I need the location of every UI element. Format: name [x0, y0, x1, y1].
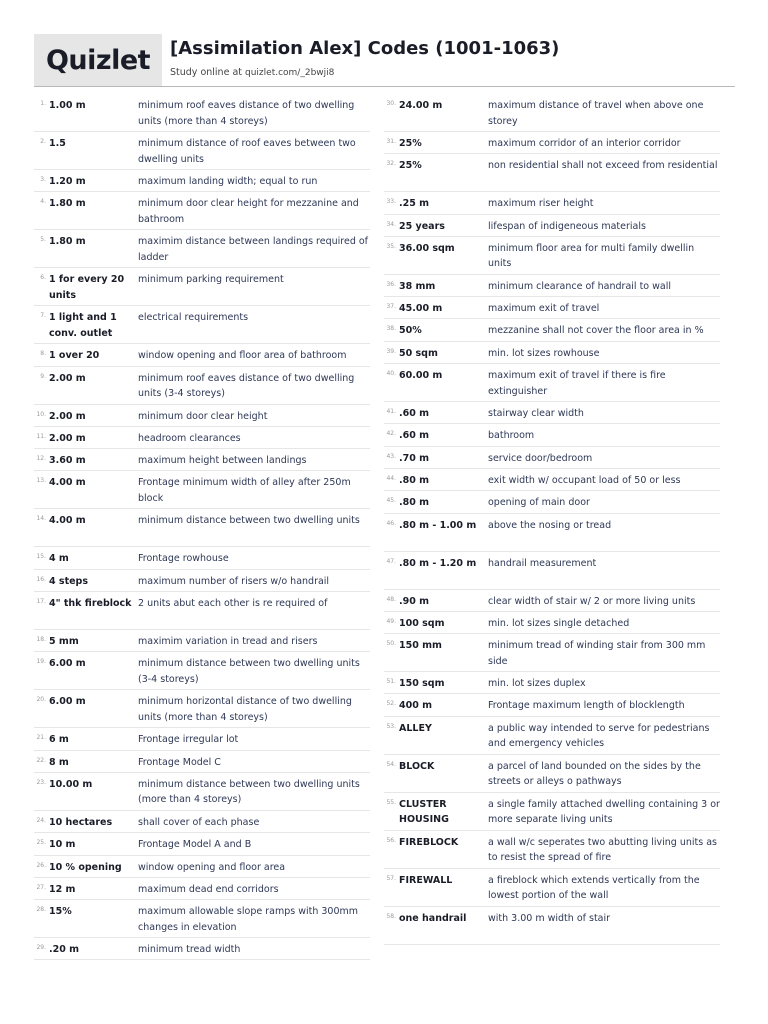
definition-text: mezzanine shall not cover the floor area in % [488, 325, 704, 337]
term-number: 51. [386, 678, 396, 686]
term-text: 150 sqm [399, 678, 445, 690]
term-text: 15% [49, 906, 72, 918]
definition-text: maximim distance between landings required of ladder [138, 236, 369, 263]
definition-text: minimum distance between two dwelling units [138, 515, 360, 527]
definition-text: a parcel of land bounded on the sides by the streets or alleys o pathways [488, 760, 701, 788]
term-number: 24. [36, 816, 46, 824]
definition-text: minimum tread width [138, 944, 241, 956]
term-text: 4" thk fireblock [49, 598, 132, 610]
definition-text: above the nosing or tread [488, 519, 612, 531]
term-number: 25. [36, 839, 46, 847]
definition-text: handrail measurement [488, 557, 597, 569]
header-divider [34, 86, 735, 87]
term-number: 27. [36, 883, 46, 891]
term-text: 36.00 sqm [399, 242, 455, 254]
term-number: 31. [386, 138, 396, 145]
definition-text: opening of main door [488, 497, 590, 509]
definition-text: electrical requirements [138, 312, 249, 324]
definition-text: maximum corridor of an interior corridor [488, 138, 681, 149]
term-number: 4. [40, 198, 46, 206]
term-number: 57. [386, 874, 396, 882]
term-row [384, 907, 720, 945]
term-number: 40. [386, 370, 396, 378]
term-text: .70 m [399, 452, 430, 464]
term-text: 4.00 m [49, 477, 86, 489]
page-header [34, 34, 734, 86]
term-number: 38. [386, 325, 396, 333]
term-number: 32. [386, 160, 396, 168]
term-number: 16. [36, 575, 46, 583]
definition-text: clear width of stair w/ 2 or more living units [488, 595, 696, 607]
term-text: 10 hectares [49, 816, 113, 828]
term-row [34, 728, 370, 750]
term-number: 49. [386, 617, 396, 625]
term-row [34, 811, 370, 833]
right-column [384, 94, 720, 945]
term-number: 20. [36, 696, 46, 704]
term-number: 44. [386, 474, 396, 482]
definition-text: with 3.00 m width of stair [488, 912, 611, 924]
term-row [34, 592, 370, 630]
definition-text: minimum distance between two dwelling units (3-4 storeys) [138, 658, 360, 685]
term-row [34, 427, 370, 449]
definition-text: a fireblock which extends vertically from the lowest portion of the wall [488, 874, 700, 902]
definition-text: a single family attached dwelling containing 3 or more separate living units [488, 798, 720, 826]
term-row [384, 297, 720, 319]
definition-text: min. lot sizes duplex [488, 678, 586, 690]
term-row [34, 132, 370, 170]
term-number: 17. [36, 598, 46, 606]
term-row [34, 878, 370, 900]
term-number: 42. [386, 430, 396, 438]
definition-text: a wall w/c seperates two abutting living units as to resist the spread of fire [488, 836, 717, 864]
definition-text: shall cover of each phase [138, 816, 260, 828]
definition-text: Frontage Model C [138, 756, 221, 768]
term-number: 7. [40, 312, 46, 320]
left-column [34, 94, 370, 960]
term-number: 10. [36, 410, 46, 418]
term-row [384, 402, 720, 424]
term-row [34, 630, 370, 652]
term-text: 25% [399, 138, 422, 149]
term-number: 53. [386, 722, 396, 730]
term-text: 4 steps [49, 575, 89, 587]
definition-text: maximum dead end corridors [138, 883, 279, 895]
term-text: 6.00 m [49, 696, 86, 708]
term-row [34, 471, 370, 509]
term-row [34, 509, 370, 547]
definition-text: minimum parking requirement [138, 274, 284, 286]
term-row [34, 773, 370, 811]
term-row [34, 833, 370, 855]
term-row [384, 869, 720, 907]
term-text: 150 mm [399, 640, 442, 652]
term-row [384, 514, 720, 552]
term-number: 48. [386, 595, 396, 603]
term-text: 1 light and 1 conv. outlet [49, 312, 117, 339]
definition-text: a public way intended to serve for pedestrians and emergency vehicles [488, 722, 710, 750]
definition-text: minimum distance between two dwelling units (more than 4 storeys) [138, 778, 360, 806]
definition-text: stairway clear width [488, 408, 584, 420]
term-row [384, 694, 720, 716]
term-text: 24.00 m [399, 100, 443, 111]
definition-text: lifespan of indigeneous materials [488, 220, 646, 232]
term-row [384, 793, 720, 831]
term-number: 8. [40, 350, 46, 358]
term-row [384, 447, 720, 469]
term-number: 39. [386, 347, 396, 355]
definition-text: minimum horizontal distance of two dwelling units (more than 4 storeys) [138, 696, 352, 723]
term-number: 5. [40, 236, 46, 244]
definition-text: Frontage minimum width of alley after 250m block [138, 477, 351, 504]
term-row [384, 154, 720, 192]
term-row [384, 94, 720, 132]
term-number: 55. [386, 798, 396, 806]
term-number: 35. [386, 242, 396, 250]
term-text: .80 m [399, 497, 430, 509]
definition-text: maximim variation in tread and risers [138, 636, 318, 648]
term-row [384, 319, 720, 341]
term-number: 29. [36, 944, 46, 952]
definition-text: bathroom [488, 430, 535, 442]
term-row [384, 192, 720, 214]
term-number: 34. [386, 220, 396, 228]
definition-text: Frontage maximum length of blocklength [488, 700, 685, 712]
term-text: ALLEY [399, 722, 432, 734]
term-text: 60.00 m [399, 370, 443, 382]
definition-text: Frontage Model A and B [138, 839, 252, 851]
term-text: 1.80 m [49, 198, 86, 210]
term-text: 1.5 [49, 138, 66, 149]
term-row [384, 552, 720, 590]
term-text: .80 m [399, 474, 430, 486]
study-online-line [170, 67, 334, 78]
term-number: 41. [386, 408, 396, 416]
term-row [384, 491, 720, 513]
term-text: 4 m [49, 553, 69, 565]
study-url-link[interactable]: quizlet.com/_2bwji8 [245, 68, 335, 78]
term-row [34, 94, 370, 132]
term-number: 6. [40, 274, 46, 282]
term-row [34, 306, 370, 344]
term-text: 5 mm [49, 636, 79, 648]
term-number: 28. [36, 906, 46, 914]
term-text: 6 m [49, 734, 69, 746]
term-number: 9. [40, 372, 46, 380]
definition-text: min. lot sizes single detached [488, 617, 630, 629]
term-row [384, 612, 720, 634]
term-row [384, 717, 720, 755]
definition-text: maximum number of risers w/o handrail [138, 575, 330, 587]
definition-text: maximum riser height [488, 198, 594, 210]
term-number: 3. [40, 176, 46, 183]
definition-text: minimum door clear height [138, 410, 268, 422]
term-text: 45.00 m [399, 303, 443, 315]
page-title: [Assimilation Alex] Codes (1001-1063) [170, 38, 560, 59]
term-text: 2.00 m [49, 372, 86, 384]
term-text: 1.20 m [49, 176, 86, 187]
definition-text: Frontage irregular lot [138, 734, 239, 746]
term-number: 13. [36, 477, 46, 485]
definition-text: maximum allowable slope ramps with 300mm changes in elevation [138, 906, 359, 933]
definition-text: minimum tread of winding stair from 300 mm side [488, 640, 706, 667]
term-number: 15. [36, 553, 46, 561]
term-text: 3.60 m [49, 455, 86, 467]
term-row [34, 690, 370, 728]
term-number: 12. [36, 455, 46, 463]
term-row [34, 856, 370, 878]
term-row [384, 275, 720, 297]
definition-text: service door/bedroom [488, 452, 593, 464]
term-text: FIREBLOCK [399, 836, 459, 848]
term-text: .20 m [49, 944, 80, 956]
term-text: FIREWALL [399, 874, 453, 886]
definition-text: minimum distance of roof eaves between two dwelling units [138, 138, 356, 165]
definition-text: non residential shall not exceed from residential [488, 160, 718, 172]
term-text: 12 m [49, 883, 76, 895]
term-number: 30. [386, 100, 396, 107]
term-row [34, 570, 370, 592]
term-number: 18. [36, 636, 46, 644]
term-text: 1 over 20 [49, 350, 100, 362]
term-number: 11. [36, 432, 46, 440]
term-text: 50 sqm [399, 347, 438, 359]
definition-text: minimum roof eaves distance of two dwelling units (3-4 storeys) [138, 372, 355, 400]
term-number: 37. [386, 303, 396, 311]
definition-text: maximum exit of travel if there is fire extinguisher [488, 370, 666, 397]
term-text: 10 % opening [49, 861, 122, 873]
term-number: 52. [386, 700, 396, 708]
term-row [34, 170, 370, 192]
term-row [34, 449, 370, 471]
term-row [34, 230, 370, 268]
term-number: 50. [386, 640, 396, 648]
term-text: 38 mm [399, 280, 436, 292]
term-number: 22. [36, 756, 46, 764]
term-row [34, 268, 370, 306]
term-number: 14. [36, 515, 46, 523]
definition-text: window opening and floor area [138, 861, 286, 873]
term-text: .60 m [399, 430, 430, 442]
term-number: 58. [386, 912, 396, 920]
term-number: 26. [36, 861, 46, 869]
definition-text: headroom clearances [138, 432, 241, 444]
definition-text: maximum landing width; equal to run [138, 176, 318, 187]
term-number: 46. [386, 519, 396, 527]
term-number: 36. [386, 280, 396, 288]
term-number: 23. [36, 778, 46, 786]
term-row [34, 405, 370, 427]
term-row [384, 590, 720, 612]
quizlet-logo[interactable]: Quizlet [34, 34, 162, 86]
term-row [384, 364, 720, 402]
term-row [34, 938, 370, 960]
term-number: 45. [386, 497, 396, 505]
definition-text: minimum floor area for multi family dwellin units [488, 242, 695, 270]
term-text: 2.00 m [49, 432, 86, 444]
term-row [384, 342, 720, 364]
term-row [34, 547, 370, 569]
definition-text: Frontage rowhouse [138, 553, 229, 565]
term-text: 10 m [49, 839, 76, 851]
term-text: one handrail [399, 912, 467, 924]
term-text: 100 sqm [399, 617, 445, 629]
term-row [384, 237, 720, 275]
definition-text: exit width w/ occupant load of 50 or less [488, 474, 681, 486]
term-text: 4.00 m [49, 515, 86, 527]
term-number: 43. [386, 452, 396, 460]
definition-text: minimum clearance of handrail to wall [488, 280, 671, 292]
term-number: 56. [386, 836, 396, 844]
term-text: 50% [399, 325, 422, 337]
term-number: 33. [386, 198, 396, 206]
term-number: 19. [36, 658, 46, 666]
term-number: 2. [40, 138, 46, 145]
term-row [34, 751, 370, 773]
definition-text: 2 units abut each other is re required of [138, 598, 328, 610]
term-row [384, 831, 720, 869]
definition-text: minimum roof eaves distance of two dwelling units (more than 4 storeys) [138, 100, 355, 127]
term-row [384, 215, 720, 237]
term-text: 10.00 m [49, 778, 93, 790]
term-text: 2.00 m [49, 410, 86, 422]
term-text: .60 m [399, 408, 430, 420]
definition-text: maximum distance of travel when above one storey [488, 100, 704, 127]
term-row [384, 755, 720, 793]
definition-text: maximum exit of travel [488, 303, 600, 315]
term-number: 54. [386, 760, 396, 768]
term-text: .80 m - 1.00 m [399, 519, 477, 531]
term-text: 6.00 m [49, 658, 86, 670]
term-row [384, 634, 720, 672]
term-text: 25% [399, 160, 422, 172]
term-text: 1 for every 20 units [49, 274, 125, 301]
term-row [34, 367, 370, 405]
term-text: 8 m [49, 756, 69, 768]
definition-text: maximum height between landings [138, 455, 307, 467]
term-row [384, 672, 720, 694]
term-row [384, 424, 720, 446]
definition-text: window opening and floor area of bathroom [138, 350, 347, 362]
term-text: 400 m [399, 700, 433, 712]
study-online-label: Study online at [170, 67, 246, 78]
term-text: .80 m - 1.20 m [399, 557, 477, 569]
term-text: .25 m [399, 198, 430, 210]
term-row [384, 132, 720, 154]
term-text: 1.80 m [49, 236, 86, 248]
term-text: 25 years [399, 220, 445, 232]
term-row [34, 192, 370, 230]
term-row [34, 344, 370, 366]
term-number: 47. [386, 557, 396, 565]
definition-text: minimum door clear height for mezzanine and bathroom [138, 198, 359, 225]
term-row [34, 652, 370, 690]
term-text: CLUSTER HOUSING [399, 798, 449, 826]
term-number: 21. [36, 734, 46, 742]
term-text: .90 m [399, 595, 430, 607]
term-text: BLOCK [399, 760, 435, 772]
term-row [384, 469, 720, 491]
term-row [34, 900, 370, 938]
definition-text: min. lot sizes rowhouse [488, 347, 600, 359]
term-text: 1.00 m [49, 100, 86, 111]
term-number: 1. [40, 100, 46, 107]
